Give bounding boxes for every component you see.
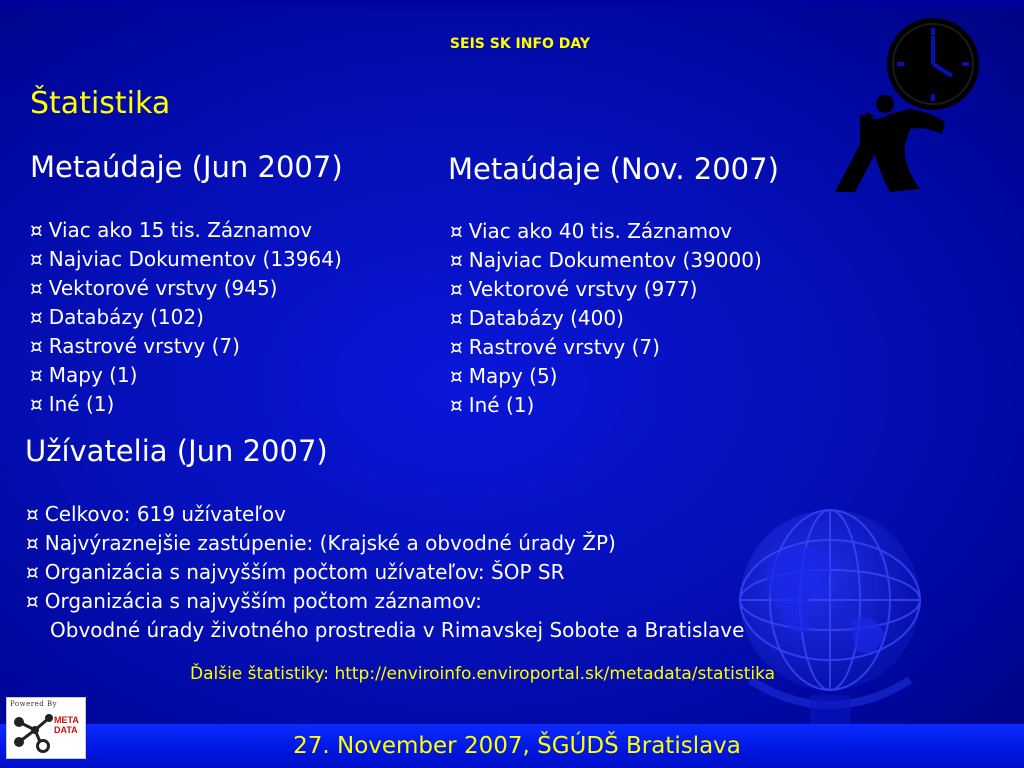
left-column-heading: Metaúdaje (Jun 2007)	[30, 150, 343, 184]
users-list	[26, 500, 744, 645]
right-column-list	[450, 217, 762, 420]
slide-header: SEIS SK INFO DAY	[449, 36, 591, 52]
bullet-icon: ¤	[26, 589, 39, 613]
bullet-icon: ¤	[30, 305, 43, 329]
bullet-icon: ¤	[450, 219, 463, 243]
list-item: ¤ Najvýraznejšie zastúpenie: (Krajské a obvodné úrady ŽP)	[26, 531, 616, 555]
footer-text: 27. November 2007, ŠGÚDŠ Bratislava	[293, 733, 741, 759]
bullet-icon: ¤	[30, 276, 43, 300]
list-item: ¤ Vektorové vrstvy (945)	[30, 276, 278, 300]
list-item: ¤ Viac ako 15 tis. Záznamov	[30, 218, 313, 242]
bullet-icon: ¤	[450, 248, 463, 272]
list-item: ¤ Viac ako 40 tis. Záznamov	[450, 219, 733, 243]
list-item: ¤ Organizácia s najvyšším počtom záznamov:	[26, 589, 482, 613]
metadata-logo-icon	[6, 697, 86, 759]
list-item: ¤ Celkovo: 619 užívateľov	[26, 502, 286, 526]
top-band	[0, 0, 1024, 14]
list-item-continuation: Obvodné úrady životného prostredia v Rimavskej Sobote a Bratislave	[50, 618, 745, 642]
list-item: ¤ Iné (1)	[30, 392, 115, 416]
bullet-icon: ¤	[30, 363, 43, 387]
bullet-icon: ¤	[450, 335, 463, 359]
list-item: ¤ Databázy (400)	[450, 306, 624, 330]
list-item: ¤ Mapy (1)	[30, 363, 138, 387]
right-column-heading: Metaúdaje (Nov. 2007)	[448, 152, 779, 186]
bullet-icon: ¤	[30, 247, 43, 271]
list-item: ¤ Organizácia s najvyšším počtom užívateľov: ŠOP SR	[26, 560, 565, 584]
list-item: ¤ Vektorové vrstvy (977)	[450, 277, 698, 301]
left-column-list	[30, 216, 342, 419]
bullet-icon: ¤	[26, 531, 39, 555]
bullet-icon: ¤	[450, 393, 463, 417]
statistics-link[interactable]: Ďalšie štatistiky: http://enviroinfo.enviroportal.sk/metadata/statistika	[190, 664, 776, 684]
bullet-icon: ¤	[450, 306, 463, 330]
bullet-icon: ¤	[30, 392, 43, 416]
list-item: ¤ Najviac Dokumentov (39000)	[450, 248, 762, 272]
bullet-icon: ¤	[450, 277, 463, 301]
slide-title: Štatistika	[30, 86, 171, 121]
users-heading: Užívatelia (Jun 2007)	[25, 434, 328, 468]
list-item: ¤ Rastrové vrstvy (7)	[30, 334, 240, 358]
list-item: ¤ Najviac Dokumentov (13964)	[30, 247, 342, 271]
list-item: ¤ Iné (1)	[450, 393, 535, 417]
bullet-icon: ¤	[30, 218, 43, 242]
bullet-icon: ¤	[26, 560, 39, 584]
powered-by-label: Powered By	[10, 700, 58, 708]
bullet-icon: ¤	[30, 334, 43, 358]
bullet-icon: ¤	[26, 502, 39, 526]
list-item: ¤ Mapy (5)	[450, 364, 558, 388]
metadata-brand: META DATA	[54, 715, 79, 735]
network-icon	[11, 712, 55, 756]
list-item: ¤ Rastrové vrstvy (7)	[450, 335, 660, 359]
bullet-icon: ¤	[450, 364, 463, 388]
list-item: ¤ Databázy (102)	[30, 305, 204, 329]
